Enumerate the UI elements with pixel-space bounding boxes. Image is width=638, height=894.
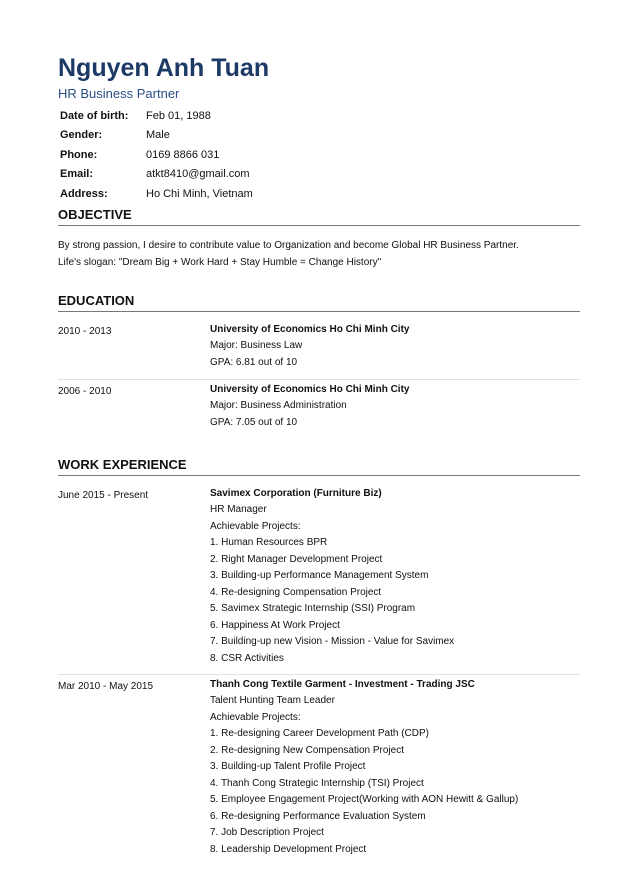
personal-info-table (58, 106, 253, 204)
info-row (58, 165, 253, 185)
education-entry (58, 380, 580, 439)
candidate-name: Nguyen Anh Tuan (58, 54, 270, 82)
entry-line: 3. Building-up Talent Profile Project (210, 761, 366, 772)
info-row (58, 145, 253, 165)
education-section (58, 293, 580, 439)
entry-line: 5. Employee Engagement Project(Working with AON Hewitt & Gallup) (210, 794, 519, 805)
entry-line: Major: Business Law (210, 340, 303, 351)
entry-line: GPA: 7.05 out of 10 (210, 416, 298, 428)
entry-line: Achievable Projects: (210, 711, 301, 723)
entry-line: 4. Re-designing Compensation Project (210, 586, 382, 598)
entry-date: 2006 - 2010 (58, 385, 112, 397)
section-heading: WORK EXPERIENCE (58, 457, 580, 476)
entry-line: Major: Business Administration (210, 400, 347, 411)
info-row (58, 184, 253, 204)
info-row (58, 126, 253, 146)
work-entry (58, 484, 580, 675)
entry-line: 6. Re-designing Performance Evaluation System (210, 810, 426, 822)
info-value: atkt8410@gmail.com (146, 168, 250, 181)
info-value: 0169 8866 031 (146, 148, 220, 161)
info-label: Address: (60, 187, 108, 200)
work-experience-section (58, 457, 580, 859)
entry-line: Talent Hunting Team Leader (210, 695, 335, 706)
entry-date: June 2015 - Present (58, 489, 149, 501)
info-label: Phone: (60, 148, 98, 161)
entry-line: 6. Happiness At Work Project (210, 619, 340, 631)
entry-line: 2. Re-designing New Compensation Project (210, 744, 404, 756)
slogan-text: Life's slogan: "Dream Big + Work Hard + Stay Humble = Change History" (58, 256, 382, 268)
info-label: Email: (60, 168, 94, 181)
info-label: Gender: (60, 129, 103, 142)
job-title: HR Business Partner (58, 86, 180, 101)
entry-line: 8. CSR Activities (210, 652, 284, 664)
info-value: Male (146, 129, 170, 142)
info-row (58, 106, 253, 126)
entry-organization: Thanh Cong Textile Garment - Investment - Trading JSC (210, 678, 475, 690)
entry-line: 1. Re-designing Career Development Path (CDP) (210, 728, 429, 739)
entry-organization: Savimex Corporation (Furniture Biz) (210, 487, 382, 499)
entry-organization: University of Economics Ho Chi Minh City (210, 323, 410, 335)
entry-line: 8. Leadership Development Project (210, 843, 367, 855)
resume-page (58, 52, 580, 858)
entry-line: HR Manager (210, 504, 267, 515)
entry-line: 7. Building-up new Vision - Mission - Value for Savimex (210, 636, 455, 647)
entry-date: 2010 - 2013 (58, 325, 112, 337)
info-value: Feb 01, 1988 (146, 109, 211, 122)
entry-organization: University of Economics Ho Chi Minh City (210, 383, 410, 395)
entry-line: 2. Right Manager Development Project (210, 553, 383, 565)
entry-line: 5. Savimex Strategic Internship (SSI) Program (210, 603, 416, 614)
entry-line: GPA: 6.81 out of 10 (210, 356, 298, 368)
entry-line: 1. Human Resources BPR (210, 537, 328, 548)
entry-line: 3. Building-up Performance Management System (210, 570, 429, 581)
objective-section (58, 207, 580, 271)
objective-text: By strong passion, I desire to contribute value to Organization and become Global HR Business Partner. (58, 239, 519, 251)
work-entry (58, 675, 580, 859)
entry-date: Mar 2010 - May 2015 (58, 680, 154, 692)
section-heading: EDUCATION (58, 293, 580, 312)
info-value: Ho Chi Minh, Vietnam (146, 187, 253, 200)
section-heading: OBJECTIVE (58, 207, 580, 226)
entry-line: Achievable Projects: (210, 520, 301, 532)
info-label: Date of birth: (60, 109, 129, 122)
entry-line: 4. Thanh Cong Strategic Internship (TSI) Project (210, 777, 424, 789)
entry-line: 7. Job Description Project (210, 827, 324, 838)
education-entry (58, 320, 580, 380)
